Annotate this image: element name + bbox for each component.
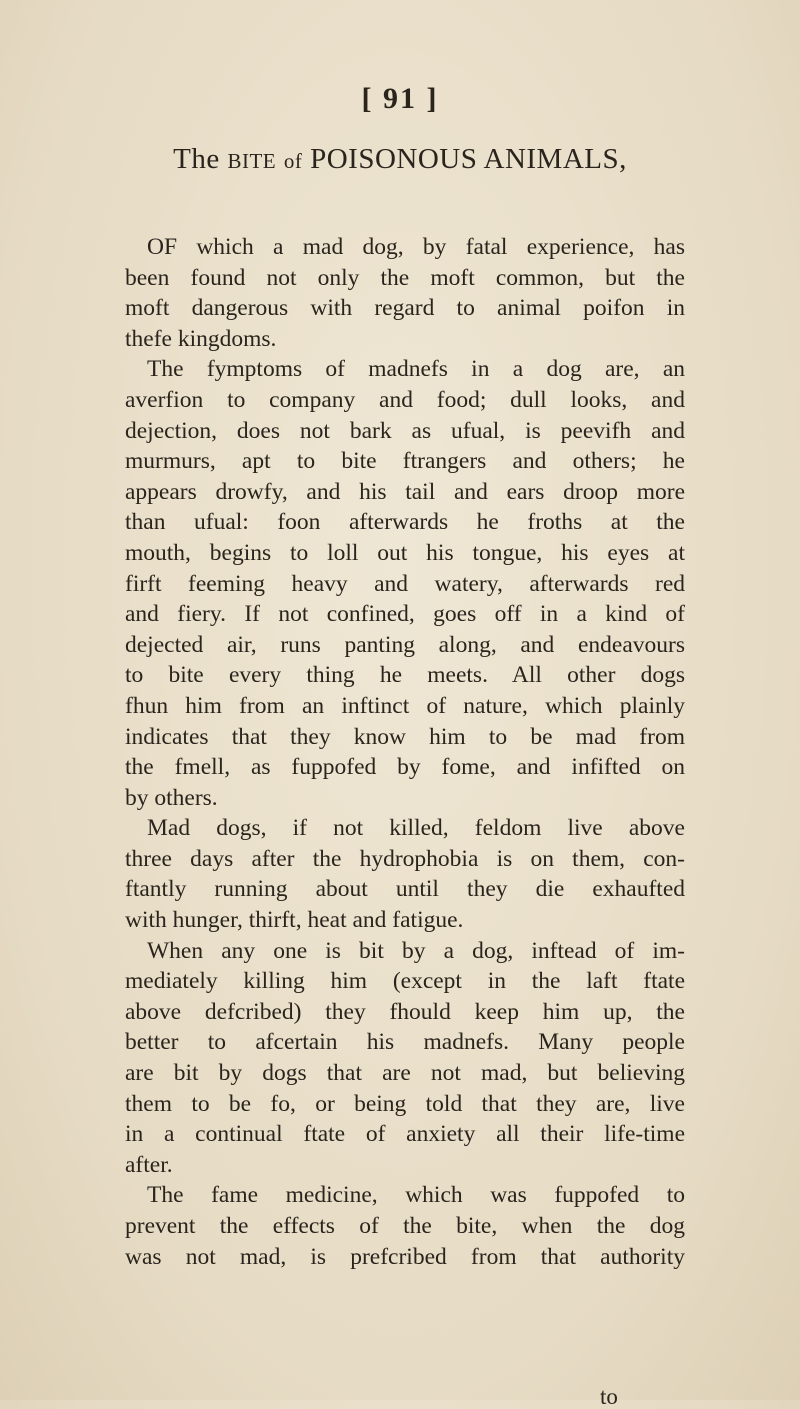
text-line: OF which a mad dog, by fatal experience, has (147, 234, 685, 260)
text-line: and fiery. If not confined, goes off in a kind of (125, 601, 685, 628)
text-line: indicates that they know him to be mad from (125, 723, 685, 750)
text-line: with hunger, thirft, heat and fatigue. (125, 907, 464, 934)
body-text (125, 232, 685, 1272)
text-line: are bit by dogs that are not mad, but believing (125, 1060, 685, 1087)
title-word-the: The (173, 143, 220, 175)
text-line: The fame medicine, which was fuppofed to (147, 1182, 685, 1209)
text-line: ftantly running about until they die exhaufted (125, 876, 685, 903)
chapter-title (0, 143, 800, 176)
text-line: was not mad, is prefcribed from that authority (125, 1243, 685, 1270)
text-line: in a continual ftate of anxiety all their life-time (125, 1121, 685, 1148)
text-line: them to be fo, or being told that they are, live (125, 1090, 685, 1117)
text-line: When any one is bit by a dog, inftead of im- (147, 937, 685, 964)
text-line: been found not only the moft common, but the (125, 264, 685, 291)
text-line: fhun him from an inftinct of nature, which plainly (125, 692, 685, 719)
text-line: The fymptoms of madnefs in a dog are, an (147, 356, 685, 383)
text-line: above defcribed) they fhould keep him up, the (125, 998, 685, 1025)
text-line: to bite every thing he meets. All other dogs (125, 662, 685, 689)
text-line: murmurs, apt to bite ftrangers and others; he (125, 448, 685, 475)
text-line: prevent the effects of the bite, when the dog (125, 1213, 685, 1239)
text-line: thefe kingdoms. (125, 325, 277, 352)
text-line: three days after the hydrophobia is on them, con- (125, 845, 685, 872)
text-line: dejected air, runs panting along, and endeavours (125, 631, 685, 658)
text-line: better to afcertain his madnefs. Many people (125, 1029, 685, 1056)
text-line: appears drowfy, and his tail and ears droop more (125, 478, 685, 505)
text-line: firft feeming heavy and watery, afterwards red (125, 570, 685, 597)
text-line: mouth, begins to loll out his tongue, his eyes at (125, 539, 685, 566)
text-line: averfion to company and food; dull looks, and (125, 386, 685, 413)
text-line: Mad dogs, if not killed, feldom live above (147, 815, 685, 842)
text-line: dejection, does not bark as ufual, is peevifh and (125, 417, 685, 444)
page-number: [ 91 ] (361, 82, 439, 115)
text-line: moft dangerous with regard to animal poifon in (125, 295, 685, 322)
text-line: than ufual: foon afterwards he froths at the (125, 509, 685, 536)
text-line: mediately killing him (except in the laft ftate (125, 968, 685, 995)
text-line: after. (125, 1151, 173, 1178)
catchword: to (600, 1384, 618, 1409)
text-line: by others. (125, 784, 218, 811)
text-line: the fmell, as fuppofed by fome, and infifted on (125, 754, 685, 781)
title-word-bite: BITE (227, 149, 277, 173)
title-word-of: of (283, 149, 303, 173)
title-word-rest: POISONOUS ANIMALS, (310, 143, 627, 175)
